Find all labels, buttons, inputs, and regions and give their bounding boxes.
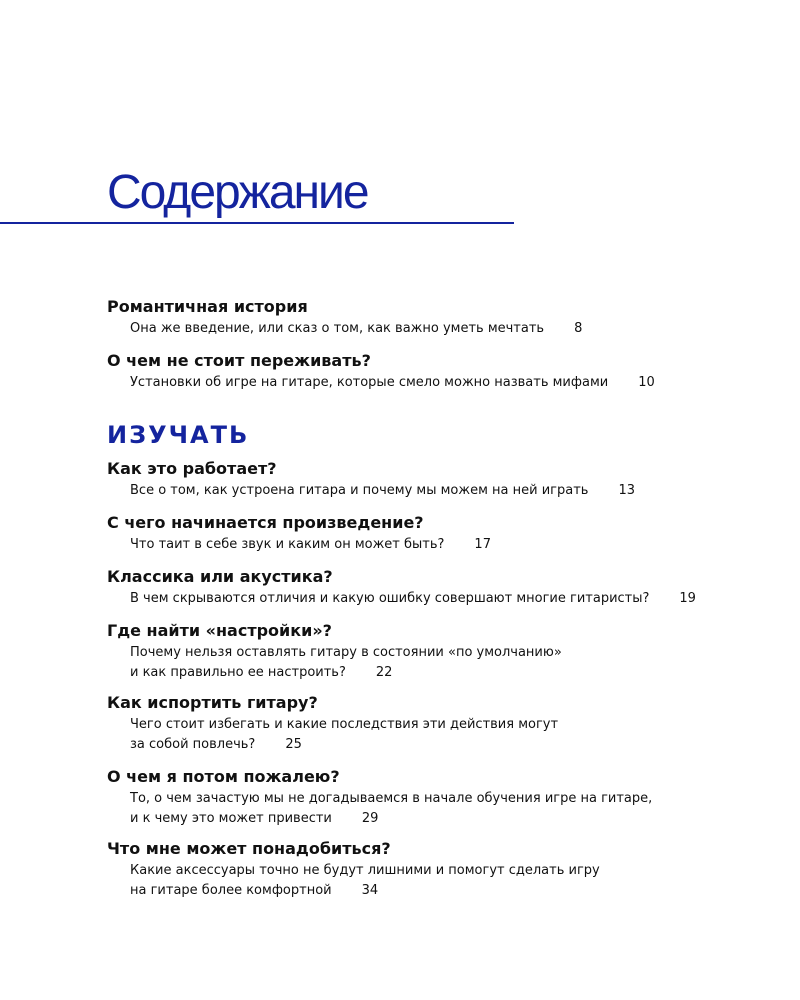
toc-entry-description-line <box>130 589 747 609</box>
toc-entry-page-number: 17 <box>474 537 491 552</box>
toc-entry <box>107 296 747 339</box>
toc-entry-description <box>130 643 747 683</box>
toc-entry-page-number: 8 <box>574 321 583 336</box>
toc-entry-description <box>130 789 747 829</box>
toc-entry-description-text: и как правильно ее настроить? <box>130 665 346 680</box>
toc-entry-title: С чего начинается произведение? <box>107 513 424 532</box>
page-title: Содержание <box>107 166 368 219</box>
toc-entry-description-line <box>130 715 747 735</box>
toc-entry-page-number: 22 <box>375 665 393 680</box>
toc-entry <box>107 566 747 609</box>
toc-entry <box>107 692 747 755</box>
toc-entry-page-number: 10 <box>638 375 655 390</box>
toc-entry-title: Как это работает? <box>107 459 277 478</box>
toc-entry-description-line <box>130 481 747 501</box>
toc-entry-description-line <box>130 663 747 683</box>
toc-entry-description-text: за собой повлечь? <box>130 737 256 752</box>
toc-entry-description-text: Какие аксессуары точно не будут лишними и помогут сделать игру <box>130 863 600 878</box>
toc-entry-description-text: То, о чем зачастую мы не догадываемся в начале обучения игре на гитаре, <box>130 791 653 806</box>
toc-entry-description-line <box>130 789 747 809</box>
toc-entry-description <box>130 373 747 393</box>
toc-entry-page-number: 25 <box>285 737 302 752</box>
toc-entry-description <box>130 715 747 755</box>
toc-entry-description <box>130 589 747 609</box>
toc-entry-description-text: Все о том, как устроена гитара и почему мы можем на ней играть <box>130 483 589 498</box>
toc-entry-description-text: Почему нельзя оставлять гитару в состоянии «по умолчанию» <box>130 645 562 660</box>
toc-entry-page-number: 29 <box>361 811 379 826</box>
toc-entry-title: О чем я потом пожалею? <box>107 767 340 786</box>
toc-entry-description-text: и к чему это может привести <box>130 811 332 826</box>
toc-entry-page-number: 34 <box>361 883 379 898</box>
toc-entry-description-text: Установки об игре на гитаре, которые смело можно назвать мифами <box>130 375 609 390</box>
toc-entry <box>107 838 747 901</box>
toc-entry-description-line <box>130 861 747 881</box>
toc-entry-title: Что мне может понадобиться? <box>107 839 391 858</box>
toc-entry-description-text: Она же введение, или сказ о том, как важно уметь мечтать <box>130 321 545 336</box>
toc-entry-description-line <box>130 735 747 755</box>
toc-entry-description-text: Чего стоит избегать и какие последствия эти действия могут <box>130 717 559 732</box>
title-underline <box>0 222 514 224</box>
toc-entry-description-line <box>130 809 747 829</box>
toc-entry <box>107 620 747 683</box>
toc-entry-title: Как испортить гитару? <box>107 693 318 712</box>
toc-entry-description-line <box>130 373 747 393</box>
toc-entry-description-line <box>130 881 747 901</box>
toc-entry-description-line <box>130 643 747 663</box>
toc-entry-description <box>130 861 747 901</box>
toc-entry-page-number: 13 <box>618 483 635 498</box>
toc-entry-page-number: 19 <box>679 591 696 606</box>
toc-entry-description <box>130 481 747 501</box>
toc-entry-description <box>130 535 747 555</box>
toc-entry <box>107 458 747 501</box>
toc-entry-description-text: на гитаре более комфортной <box>130 883 332 898</box>
toc-entry <box>107 512 747 555</box>
toc-entry-description-text: В чем скрываются отличия и какую ошибку совершают многие гитаристы? <box>130 591 650 606</box>
toc-entry-description-line <box>130 319 747 339</box>
toc-entry-title: Романтичная история <box>107 297 308 316</box>
toc-entry-description-text: Что таит в себе звук и каким он может быть? <box>130 537 445 552</box>
toc-entry-title: Классика или акустика? <box>107 567 333 586</box>
toc-entry-title: Где найти «настройки»? <box>107 621 332 640</box>
toc-entry <box>107 766 747 829</box>
toc-entry-description <box>130 319 747 339</box>
toc-entry-description-line <box>130 535 747 555</box>
toc-entry-title: О чем не стоит переживать? <box>107 351 371 370</box>
section-heading: ИЗУЧАТЬ <box>107 421 250 449</box>
toc-entry <box>107 350 747 393</box>
